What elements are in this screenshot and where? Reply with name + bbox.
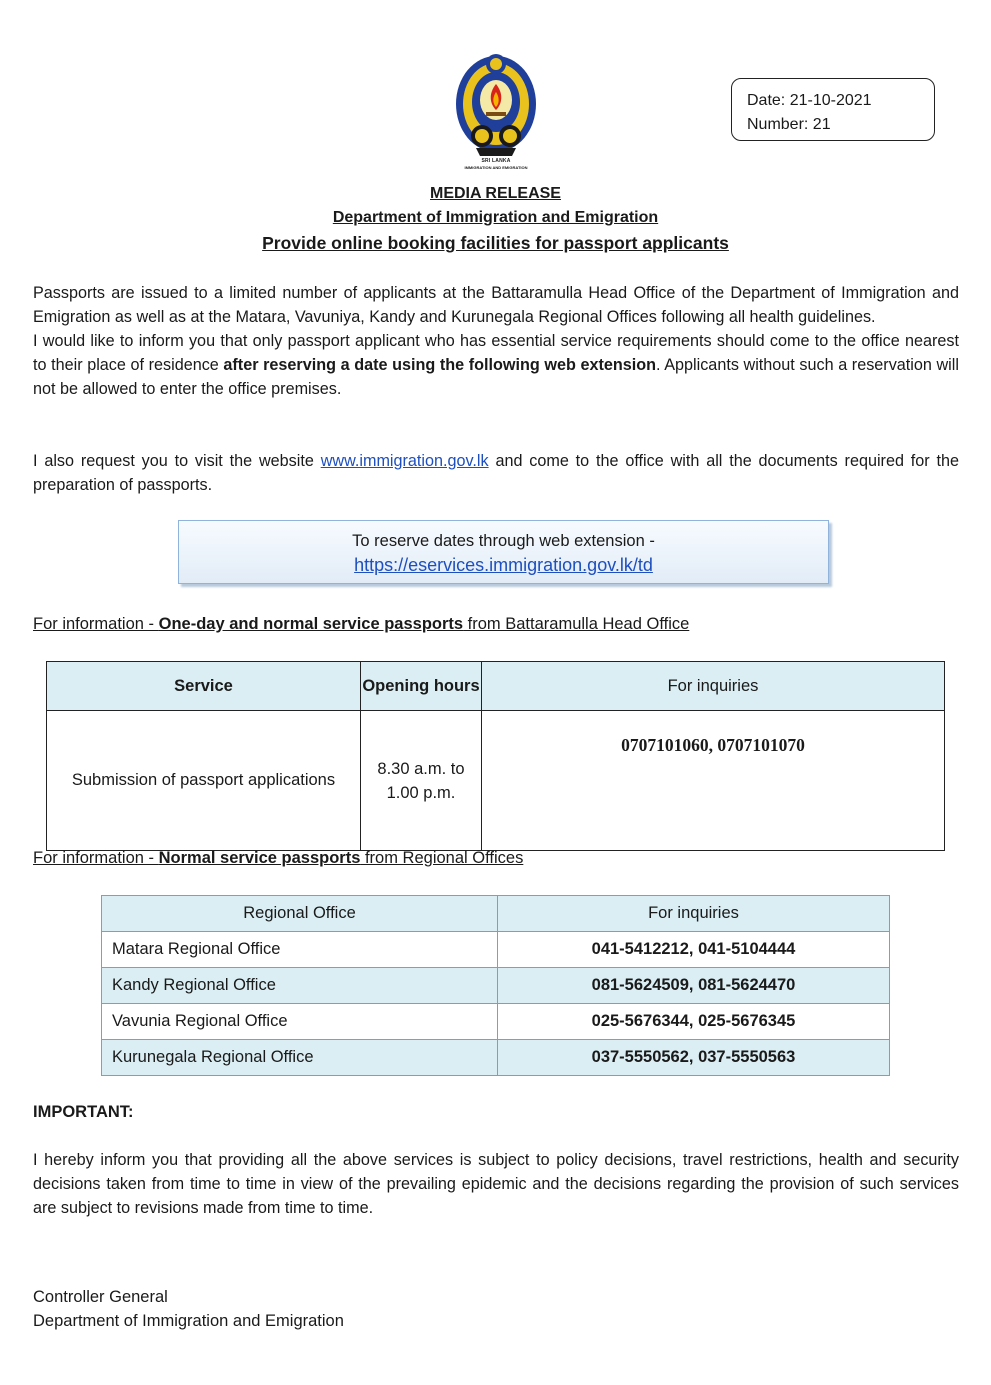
table-row [102, 1040, 890, 1076]
important-paragraph: I hereby inform you that providing all the above services is subject to policy decisions, travel restrictions, health and security decisions taken from time to time in view of the prevailing epidemic and the decisions regarding the provision of such services are subject to revisions made from time to time. [33, 1151, 959, 1217]
date-number-box [731, 78, 935, 141]
office-phones: 081-5624509, 081-5624470 [498, 968, 890, 1004]
department-title: Department of Immigration and Emigration [332, 209, 659, 226]
table-row [102, 932, 890, 968]
table-row [102, 1004, 890, 1040]
signature-department: Department of Immigration and Emigration [33, 1312, 344, 1330]
hours-cell: 8.30 a.m. to 1.00 p.m. [361, 711, 482, 851]
release-subject: Provide online booking facilities for passport applicants [262, 233, 729, 253]
release-date: Date: 21-10-2021 [747, 92, 872, 109]
office-phones: 037-5550562, 037-5550563 [498, 1040, 890, 1076]
info-heading-head-office: For information - One-day and normal service passports from Battaramulla Head Office [33, 615, 690, 633]
header-inquiries: For inquiries [498, 896, 890, 932]
immigration-website-link[interactable]: www.immigration.gov.lk [320, 452, 489, 470]
header-opening-hours: Opening hours [361, 662, 482, 711]
office-phones: 041-5412212, 041-5104444 [498, 932, 890, 968]
office-name: Matara Regional Office [102, 932, 498, 968]
info-heading-regional: For information - Normal service passports from Regional Offices [33, 849, 524, 867]
release-number: Number: 21 [747, 116, 831, 133]
eservices-link[interactable]: https://eservices.immigration.gov.lk/td [354, 555, 653, 575]
regional-offices-table [101, 895, 890, 1076]
logo-caption-department: IMMIGRATION AND EMIGRATION [464, 165, 528, 170]
table-row [47, 711, 945, 851]
office-name: Kandy Regional Office [102, 968, 498, 1004]
office-name: Vavunia Regional Office [102, 1004, 498, 1040]
signature-title: Controller General [33, 1288, 168, 1306]
table-header-row [102, 896, 890, 932]
head-office-table [46, 661, 945, 851]
media-release-title: MEDIA RELEASE [430, 185, 561, 202]
paragraph-intro: Passports are issued to a limited number of applicants at the Battaramulla Head Office of the Department of Immigration and Emigration as well as at the Matara, Vavuniya, Kandy and Kurunegala Regional Offices following all health guidelines. I would like to inform you that only passport applicant who has essential service requirements should come to the office nearest to their place of residence after reserving a date using the following web extension. Applicants without such a reservation will not be allowed to enter the office premises. [33, 284, 959, 398]
office-name: Kurunegala Regional Office [102, 1040, 498, 1076]
header-service: Service [47, 662, 361, 711]
header-inquiries: For inquiries [482, 662, 945, 711]
table-header-row [47, 662, 945, 711]
office-phones: 025-5676344, 025-5676345 [498, 1004, 890, 1040]
department-emblem-icon [446, 52, 546, 174]
important-heading: IMPORTANT: [33, 1103, 134, 1121]
logo-caption-country: SRI LANKA [481, 158, 511, 164]
web-extension-box [178, 520, 829, 584]
table-row [102, 968, 890, 1004]
paragraph-website: I also request you to visit the website www.immigration.gov.lk and come to the office with all the documents required for the preparation of passports. [33, 452, 959, 494]
service-cell: Submission of passport applications [47, 711, 361, 851]
inquiry-phones-cell: 0707101060, 0707101070 [482, 711, 945, 851]
header-regional-office: Regional Office [102, 896, 498, 932]
emphasis-reserve: after reserving a date using the following web extension [223, 356, 657, 374]
web-extension-label: To reserve dates through web extension - [352, 532, 655, 550]
